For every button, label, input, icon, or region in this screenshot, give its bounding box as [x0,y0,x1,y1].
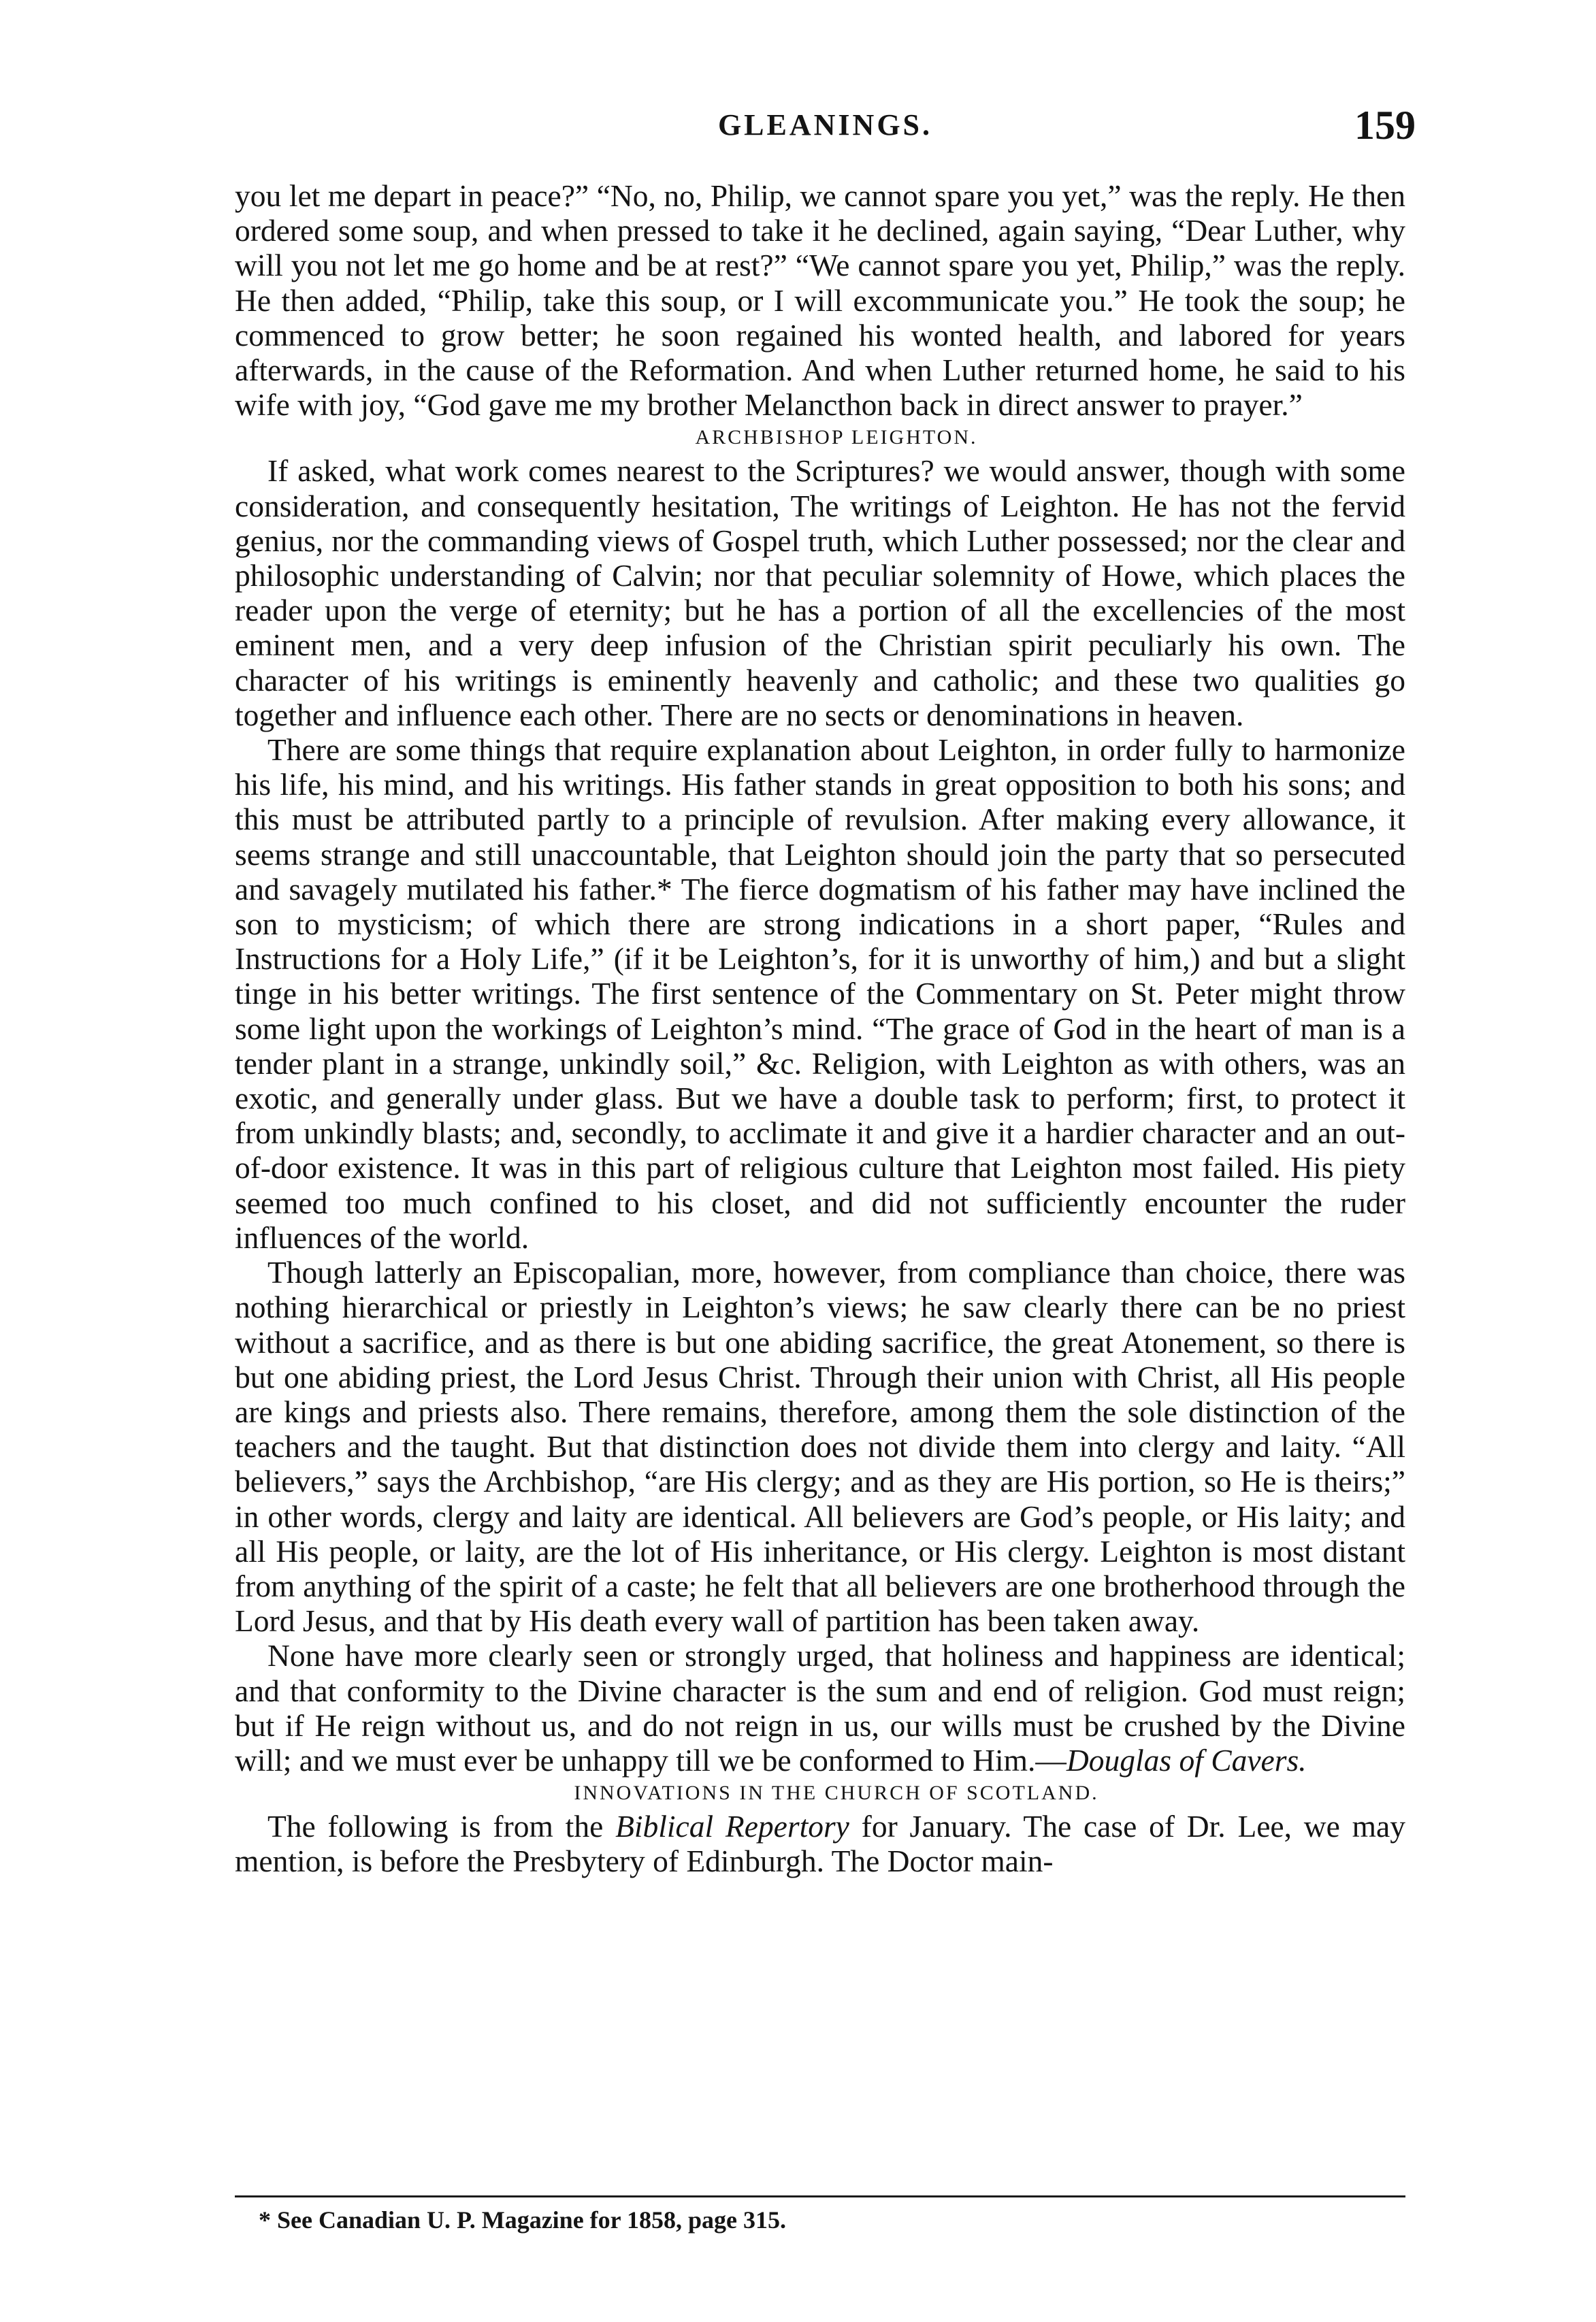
leighton-paragraph-3: Though latterly an Episcopalian, more, however, from compliance than choice, there was nothing hierarchical or priestly in Leighton’s views; he saw clearly there can be no priest without a sacrifice, and as there is but one abiding sacrifice, the great Atonement, so there is but one abiding priest, the Lord Jesus Christ. Through their union with Christ, all His people are kings and priests also. There remains, therefore, among them the sole distinction of the teachers and the taught. But that distinction does not divide them into clergy and laity. “All believers,” says the Archbishop, “are His clergy; and as they are His portion, so He is theirs;” in other words, clergy and laity are identical. All believers are God’s people, or His laity; and all His people, or laity, are the lot of His inheritance, or His clergy. Leighton is most distant from anything of the spirit of a caste; he felt that all believers are one brotherhood through the Lord Jesus, and that by His death every wall of partition has been taken away. [235,1255,1405,1639]
running-title: GLEANINGS. [717,108,933,142]
innovations-text-start: The following is from the [267,1809,616,1844]
melancthon-paragraph: you let me depart in peace?” “No, no, Philip, we cannot spare you yet,” was the reply. He then ordered some soup, and when pressed to take it he declined, again saying, “Dear Luther, why will you not let me go home and be at rest?” “We cannot spare you yet, Philip,” was the reply. He then added, “Philip, take this soup, or I will excommunicate you.” He took the soup; he commenced to grow better; he soon regained his wonted health, and labored for years afterwards, in the cause of the Reformation. And when Luther returned home, he said to his wife with joy, “God gave me my brother Melancthon back in direct answer to prayer.” [235,178,1405,423]
leighton-paragraph-4 [235,1638,1405,1778]
page-number: 159 [1354,103,1416,148]
innovations-paragraph [235,1809,1405,1878]
running-head [235,102,1416,157]
footnote-rule [235,2195,1405,2197]
footnote: * See Canadian U. P. Magazine for 1858, page 315. [259,2206,787,2234]
leighton-paragraph-2: There are some things that require explanation about Leighton, in order fully to harmonize his life, his mind, and his writings. His father stands in great opposition to both his sons; and this must be attributed partly to a principle of revulsion. After making every allowance, it seems strange and still unaccountable, that Leighton should join the party that so persecuted and savagely mutilated his father.* The fierce dogmatism of his father may have inclined the son to mysticism; of which there are strong indications in a short paper, “Rules and Instructions for a Holy Life,” (if it be Leighton’s, for it is unworthy of him,) and but a slight tinge in his better writings. The first sentence of the Commentary on St. Peter might throw some light upon the workings of Leighton’s mind. “The grace of God in the heart of man is a tender plant in a strange, unkindly soil,” &c. Religion, with Leighton as with others, was an exotic, and generally under glass. But we have a double task to perform; first, to protect it from unkindly blasts; and, secondly, to acclimate it and give it a hardier character and an out-of-door existence. It was in this part of religious culture that Leighton most failed. His piety seemed too much confined to his closet, and did not sufficiently encounter the ruder influences of the world. [235,732,1405,1255]
section-heading-innovations: INNOVATIONS IN THE CHURCH OF SCOTLAND. [574,1782,1099,1805]
section-heading-leighton: ARCHBISHOP LEIGHTON. [695,426,978,449]
leighton-source-citation: Douglas of Cavers. [1066,1742,1307,1778]
leighton-paragraph-1: If asked, what work comes nearest to the Scriptures? we would answer, though with some consideration, and consequently hesitation, The writings of Leighton. He has not the fervid genius, nor the commanding views of Gospel truth, which Luther possessed; nor the clear and philosophic understanding of Calvin; nor that peculiar solemnity of Howe, which places the reader upon the verge of eternity; but he has a portion of all the excellencies of the most eminent men, and a very deep infusion of the Christian spirit peculiarly his own. The character of his writings is eminently heavenly and catholic; and these two qualities go together and influence each other. There are no sects or denominations in heaven. [235,453,1405,732]
biblical-repertory-title: Biblical Repertory [615,1809,849,1844]
body-text [235,178,1405,1879]
innovations-text-end: for January. The case of Dr. Lee, we may mention, is before the Presbytery of Edinburgh. The Doctor main- [235,1809,1405,1879]
leighton-paragraph-4-text: None have more clearly seen or strongly urged, that holiness and happiness are identical; and that conformity to the Divine character is the sum and end of religion. God must reign; but if He reign without us, and do not reign in us, our wills must be crushed by the Divine will; and we must ever be unhappy till we be conformed to Him.— [235,1638,1405,1778]
